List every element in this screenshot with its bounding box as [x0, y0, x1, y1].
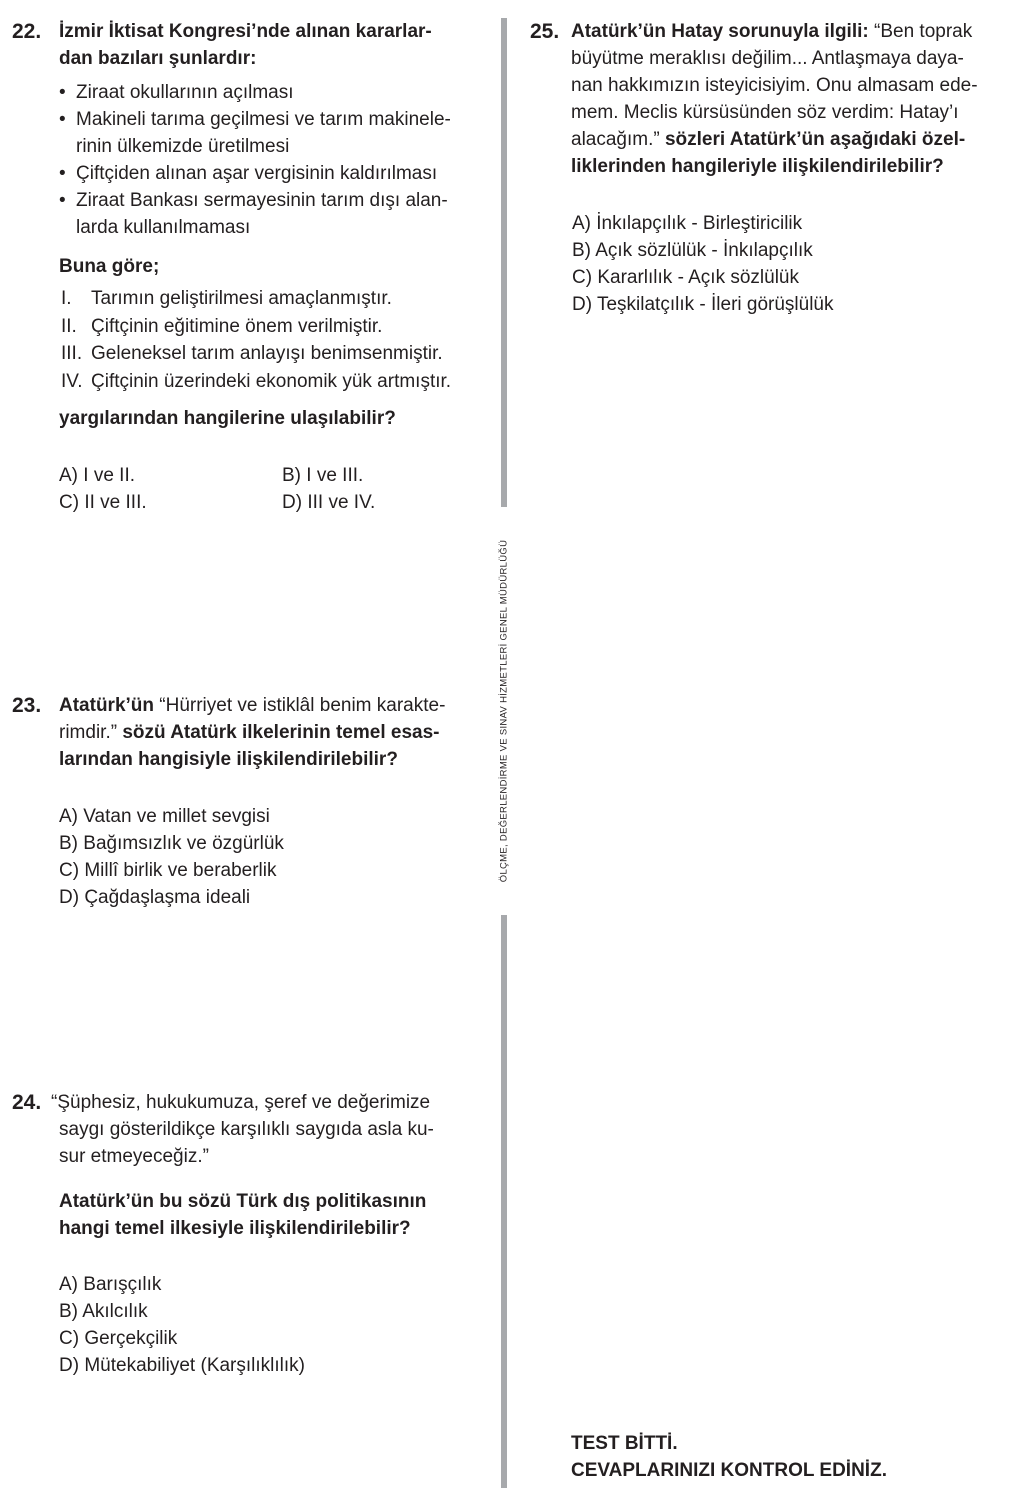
choice-a[interactable]: A) Barışçılık — [59, 1274, 162, 1295]
choice-b[interactable]: B) Açık sözlülük - İnkılapçılık — [572, 240, 813, 261]
choice-b[interactable]: B) I ve III. — [282, 465, 364, 486]
decision-list — [59, 79, 499, 241]
choice-a[interactable]: A) İnkılapçılık - Birleştiricilik — [572, 213, 803, 234]
list-item: • Ziraat Bankası sermayesinin tarım dışı alan- larda kullanılmaması — [59, 187, 499, 241]
choice-d[interactable]: D) Çağdaşlaşma ideali — [59, 887, 251, 908]
lead-text: Buna göre; — [59, 256, 160, 277]
question-prompt: yargılarından hangilerine ulaşılabilir? — [59, 408, 396, 429]
question-stem-line: nan hakkımızın isteyicisiyim. Onu almasam ede- — [571, 75, 978, 96]
choice-d[interactable]: D) Teşkilatçılık - İleri görüşlülük — [572, 294, 834, 315]
list-item: • Ziraat okullarının açılması — [59, 79, 499, 106]
question-number: 24. — [12, 1091, 42, 1114]
choice-d[interactable]: D) III ve IV. — [282, 492, 376, 513]
quote-line: “Şüphesiz, hukukumuza, şeref ve değerimize — [51, 1092, 431, 1113]
list-item: IV. Çiftçinin üzerindeki ekonomik yük artmıştır. — [61, 370, 452, 392]
question-number: 25. — [530, 20, 560, 43]
choice-c[interactable]: C) Millî birlik ve beraberlik — [59, 860, 277, 881]
question-number: 23. — [12, 694, 42, 717]
quote-line: sur etmeyeceğiz.” — [59, 1146, 209, 1167]
list-item: II. Çiftçinin eğitimine önem verilmiştir. — [61, 315, 383, 337]
test-end-notice — [571, 1430, 887, 1484]
question-prompt: Atatürk’ün bu sözü Türk dış politikasının — [59, 1191, 427, 1212]
end-line: TEST BİTTİ. — [571, 1433, 678, 1454]
choice-c[interactable]: C) II ve III. — [59, 492, 147, 513]
question-number: 22. — [12, 20, 42, 43]
column-divider-top — [501, 18, 507, 507]
choice-c[interactable]: C) Kararlılık - Açık sözlülük — [572, 267, 799, 288]
question-stem-line: Atatürk’ün Hatay sorunuyla ilgili: “Ben toprak — [571, 21, 973, 42]
choice-c[interactable]: C) Gerçekçilik — [59, 1328, 178, 1349]
question-stem-line: liklerinden hangileriyle ilişkilendirilebilir? — [571, 156, 944, 177]
quote-line: saygı gösterildikçe karşılıklı saygıda asla ku- — [59, 1119, 434, 1140]
question-prompt: hangi temel ilkesiyle ilişkilendirilebilir? — [59, 1218, 411, 1239]
statement-list — [61, 285, 501, 395]
question-stem-line: mem. Meclis kürsüsünden söz verdim: Hatay’ı — [571, 102, 959, 123]
list-item: III. Geleneksel tarım anlayışı benimsenmiştir. — [61, 343, 443, 364]
choice-b[interactable]: B) Akılcılık — [59, 1301, 148, 1322]
question-stem-line: büyütme meraklısı değilim... Antlaşmaya daya- — [571, 48, 964, 69]
choice-a[interactable]: A) Vatan ve millet sevgisi — [59, 806, 270, 827]
choice-d[interactable]: D) Mütekabiliyet (Karşılıklılık) — [59, 1355, 305, 1376]
question-stem-line: rimdir.” sözü Atatürk ilkelerinin temel esas- — [59, 722, 440, 743]
answer-choices — [572, 210, 834, 318]
choice-b[interactable]: B) Bağımsızlık ve özgürlük — [59, 833, 284, 854]
end-line: CEVAPLARINIZI KONTROL EDİNİZ. — [571, 1460, 887, 1481]
question-stem-line: larından hangisiyle ilişkilendirilebilir? — [59, 749, 398, 770]
answer-choices — [59, 803, 284, 911]
list-item: I. Tarımın geliştirilmesi amaçlanmıştır. — [61, 288, 392, 309]
question-stem-line: İzmir İktisat Kongresi’nde alınan kararlar- — [59, 21, 432, 42]
answer-choices — [59, 1271, 305, 1379]
side-caption: ÖLÇME, DEĞERLENDİRME VE SINAV HİZMETLERİ GENEL MÜDÜRLÜĞÜ — [498, 539, 510, 883]
question-stem-line: alacağım.” sözleri Atatürk’ün aşağıdaki özel- — [571, 129, 966, 150]
question-stem-line: dan bazıları şunlardır: — [59, 48, 257, 69]
question-stem-line: Atatürk’ün “Hürriyet ve istiklâl benim karakte- — [59, 695, 446, 716]
list-item: • Makineli tarıma geçilmesi ve tarım makinele- rinin ülkemizde üretilmesi — [59, 106, 499, 160]
choice-a[interactable]: A) I ve II. — [59, 465, 136, 486]
column-divider-bottom — [501, 915, 507, 1488]
list-item: • Çiftçiden alınan aşar vergisinin kaldırılması — [59, 160, 499, 187]
